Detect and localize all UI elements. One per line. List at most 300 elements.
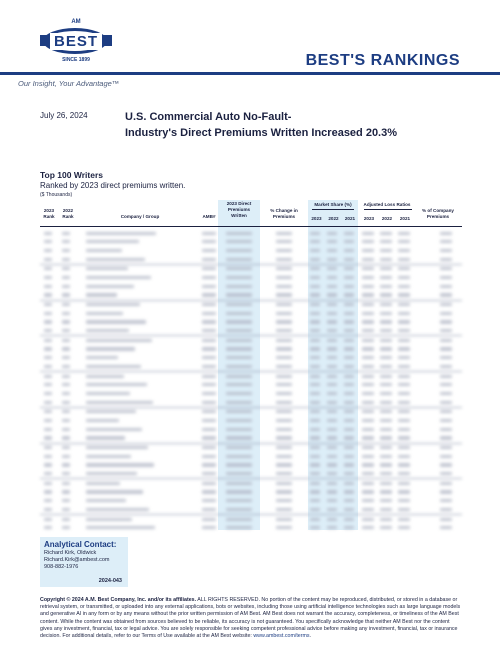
table-cell-placeholder	[62, 232, 70, 235]
table-cell-placeholder	[310, 436, 320, 439]
table-cell-placeholder	[380, 285, 392, 288]
table-cell-placeholder	[327, 267, 337, 270]
table-cell-placeholder	[44, 401, 52, 404]
table-cell-placeholder	[398, 267, 410, 270]
table-cell-placeholder	[310, 490, 320, 493]
table-cell-placeholder	[344, 232, 354, 235]
table-cell-placeholder	[327, 339, 337, 342]
table-cell-placeholder	[327, 276, 337, 279]
table-cell-placeholder	[310, 240, 320, 243]
table-cell-placeholder	[440, 285, 452, 288]
table-row	[40, 372, 462, 381]
table-cell-placeholder	[380, 410, 392, 413]
table-cell-placeholder	[44, 293, 52, 296]
table-cell-placeholder	[398, 518, 410, 521]
table-cell-placeholder	[310, 285, 320, 288]
table-cell-placeholder	[398, 508, 410, 511]
table-cell-placeholder	[44, 490, 52, 493]
table-cell-placeholder	[398, 375, 410, 378]
table-cell-placeholder	[202, 410, 216, 413]
table-cell-placeholder	[86, 508, 149, 511]
table-cell-placeholder	[440, 383, 452, 386]
table-cell-placeholder	[310, 526, 320, 529]
header-amb: AMB#	[202, 214, 216, 219]
table-cell-placeholder	[226, 446, 252, 449]
tagline: Our Insight, Your Advantage™	[18, 79, 120, 88]
market-share-rule	[312, 209, 354, 210]
rankings-table	[40, 200, 462, 530]
table-cell-placeholder	[362, 232, 374, 235]
table-cell-placeholder	[310, 293, 320, 296]
table-cell-placeholder	[276, 329, 292, 332]
table-cell-placeholder	[62, 518, 70, 521]
table-cell-placeholder	[398, 232, 410, 235]
table-cell-placeholder	[327, 329, 337, 332]
table-cell-placeholder	[380, 365, 392, 368]
table-cell-placeholder	[202, 365, 216, 368]
table-cell-placeholder	[86, 428, 142, 431]
table-row	[40, 444, 462, 453]
table-cell-placeholder	[440, 463, 452, 466]
table-cell-placeholder	[344, 285, 354, 288]
table-cell-placeholder	[398, 249, 410, 252]
table-cell-placeholder	[86, 375, 124, 378]
table-cell-placeholder	[362, 455, 374, 458]
header-market-share: Market Share (%)	[314, 202, 352, 207]
table-cell-placeholder	[44, 267, 52, 270]
table-cell-placeholder	[344, 499, 354, 502]
table-cell-placeholder	[398, 293, 410, 296]
table-row	[40, 229, 462, 238]
table-cell-placeholder	[226, 419, 252, 422]
table-cell-placeholder	[86, 329, 129, 332]
table-cell-placeholder	[398, 312, 410, 315]
table-cell-placeholder	[310, 320, 320, 323]
table-cell-placeholder	[62, 375, 70, 378]
header-rank-2022: 2022 Rank	[62, 208, 74, 219]
table-cell-placeholder	[310, 419, 320, 422]
table-cell-placeholder	[362, 293, 374, 296]
table-cell-placeholder	[380, 339, 392, 342]
table-cell-placeholder	[226, 401, 252, 404]
table-cell-placeholder	[398, 258, 410, 261]
table-cell-placeholder	[276, 285, 292, 288]
table-cell-placeholder	[226, 312, 252, 315]
table-cell-placeholder	[327, 482, 337, 485]
table-cell-placeholder	[440, 356, 452, 359]
table-cell-placeholder	[440, 258, 452, 261]
logo-best-text: BEST	[40, 33, 112, 50]
header-bottom-rule	[40, 226, 462, 227]
table-cell-placeholder	[226, 490, 252, 493]
table-row	[40, 345, 462, 354]
table-cell-placeholder	[440, 240, 452, 243]
table-cell-placeholder	[202, 401, 216, 404]
am-best-logo[interactable]	[40, 19, 112, 75]
table-cell-placeholder	[362, 526, 374, 529]
contact-email[interactable]: Richard.Kirk@ambest.com	[44, 557, 110, 563]
table-cell-placeholder	[62, 472, 70, 475]
table-cell-placeholder	[327, 436, 337, 439]
table-cell-placeholder	[44, 463, 52, 466]
copyright-bold: Copyright © 2024 A.M. Best Company, Inc. and/or its affiliates.	[40, 597, 197, 603]
table-cell-placeholder	[380, 258, 392, 261]
table-cell-placeholder	[226, 375, 252, 378]
table-cell-placeholder	[440, 267, 452, 270]
table-cell-placeholder	[44, 392, 52, 395]
table-cell-placeholder	[398, 428, 410, 431]
table-cell-placeholder	[86, 356, 118, 359]
table-cell-placeholder	[380, 232, 392, 235]
table-cell-placeholder	[362, 436, 374, 439]
header-ms-2021: 2021	[344, 216, 356, 221]
table-cell-placeholder	[62, 499, 70, 502]
table-cell-placeholder	[398, 472, 410, 475]
table-cell-placeholder	[62, 410, 70, 413]
table-cell-placeholder	[62, 249, 70, 252]
table-cell-placeholder	[310, 303, 320, 306]
table-cell-placeholder	[202, 249, 216, 252]
table-cell-placeholder	[276, 518, 292, 521]
table-row	[40, 452, 462, 461]
table-cell-placeholder	[362, 383, 374, 386]
table-cell-placeholder	[86, 518, 132, 521]
table-cell-placeholder	[202, 518, 216, 521]
table-cell-placeholder	[226, 410, 252, 413]
table-cell-placeholder	[344, 356, 354, 359]
table-cell-placeholder	[440, 499, 452, 502]
table-cell-placeholder	[362, 240, 374, 243]
table-cell-placeholder	[380, 436, 392, 439]
table-cell-placeholder	[398, 419, 410, 422]
table-cell-placeholder	[62, 455, 70, 458]
table-cell-placeholder	[344, 303, 354, 306]
table-cell-placeholder	[86, 392, 130, 395]
table-cell-placeholder	[380, 518, 392, 521]
table-cell-placeholder	[362, 339, 374, 342]
table-cell-placeholder	[327, 258, 337, 261]
table-cell-placeholder	[440, 293, 452, 296]
table-row	[40, 389, 462, 398]
table-cell-placeholder	[362, 347, 374, 350]
table-cell-placeholder	[226, 463, 252, 466]
table-cell-placeholder	[440, 276, 452, 279]
table-cell-placeholder	[362, 499, 374, 502]
table-cell-placeholder	[202, 472, 216, 475]
terms-link[interactable]: www.ambest.com/terms	[253, 633, 310, 640]
table-cell-placeholder	[398, 482, 410, 485]
table-cell-placeholder	[276, 240, 292, 243]
table-cell-placeholder	[226, 526, 252, 529]
table-cell-placeholder	[380, 240, 392, 243]
table-cell-placeholder	[327, 526, 337, 529]
table-cell-placeholder	[310, 508, 320, 511]
table-cell-placeholder	[202, 258, 216, 261]
table-cell-placeholder	[202, 455, 216, 458]
table-row	[40, 416, 462, 425]
table-cell-placeholder	[226, 267, 252, 270]
table-cell-placeholder	[276, 436, 292, 439]
table-cell-placeholder	[226, 285, 252, 288]
table-cell-placeholder	[44, 303, 52, 306]
table-cell-placeholder	[44, 383, 52, 386]
table-cell-placeholder	[362, 303, 374, 306]
table-cell-placeholder	[226, 329, 252, 332]
table-cell-placeholder	[226, 392, 252, 395]
table-cell-placeholder	[86, 258, 145, 261]
table-cell-placeholder	[362, 312, 374, 315]
table-cell-placeholder	[62, 320, 70, 323]
table-cell-placeholder	[226, 428, 252, 431]
table-cell-placeholder	[362, 472, 374, 475]
table-cell-placeholder	[276, 499, 292, 502]
table-cell-placeholder	[62, 508, 70, 511]
table-cell-placeholder	[276, 276, 292, 279]
table-cell-placeholder	[398, 463, 410, 466]
table-cell-placeholder	[202, 375, 216, 378]
table-row	[40, 470, 462, 480]
table-cell-placeholder	[202, 526, 216, 529]
table-cell-placeholder	[344, 455, 354, 458]
table-row	[40, 336, 462, 345]
headline	[125, 109, 455, 141]
table-cell-placeholder	[202, 232, 216, 235]
table-cell-placeholder	[440, 329, 452, 332]
table-cell-placeholder	[362, 258, 374, 261]
table-cell-placeholder	[310, 375, 320, 378]
table-cell-placeholder	[62, 285, 70, 288]
table-cell-placeholder	[44, 240, 52, 243]
table-cell-placeholder	[276, 356, 292, 359]
table-cell-placeholder	[380, 383, 392, 386]
contact-phone: 908-882-1976	[44, 564, 79, 570]
table-cell-placeholder	[327, 499, 337, 502]
table-cell-placeholder	[86, 490, 143, 493]
table-cell-placeholder	[86, 410, 136, 413]
table-cell-placeholder	[380, 312, 392, 315]
table-cell-placeholder	[310, 410, 320, 413]
table-cell-placeholder	[398, 383, 410, 386]
table-cell-placeholder	[440, 419, 452, 422]
rankings-title: BEST'S RANKINGS	[305, 52, 460, 69]
header-dpw: 2023 Direct Premiums Written	[226, 201, 252, 218]
table-cell-placeholder	[44, 446, 52, 449]
table-cell-placeholder	[86, 303, 140, 306]
table-cell-placeholder	[327, 401, 337, 404]
table-cell-placeholder	[380, 508, 392, 511]
table-subtitle: Ranked by 2023 direct premiums written.	[40, 181, 186, 190]
table-cell-placeholder	[362, 463, 374, 466]
table-cell-placeholder	[44, 339, 52, 342]
table-cell-placeholder	[86, 293, 117, 296]
table-cell-placeholder	[226, 472, 252, 475]
table-cell-placeholder	[380, 320, 392, 323]
header-ms-2022: 2022	[328, 216, 339, 221]
table-cell-placeholder	[202, 463, 216, 466]
header-rule	[0, 72, 500, 75]
header-rank-2023: 2023 Rank	[43, 208, 55, 219]
table-cell-placeholder	[62, 401, 70, 404]
table-cell-placeholder	[327, 312, 337, 315]
table-cell-placeholder	[398, 285, 410, 288]
table-cell-placeholder	[344, 508, 354, 511]
table-cell-placeholder	[276, 365, 292, 368]
table-cell-placeholder	[276, 375, 292, 378]
table-cell-placeholder	[440, 375, 452, 378]
table-cell-placeholder	[380, 472, 392, 475]
table-cell-placeholder	[398, 320, 410, 323]
table-cell-placeholder	[398, 455, 410, 458]
table-cell-placeholder	[86, 232, 156, 235]
table-cell-placeholder	[398, 526, 410, 529]
table-row	[40, 479, 462, 488]
table-units: ($ Thousands)	[40, 192, 73, 198]
table-cell-placeholder	[380, 401, 392, 404]
table-cell-placeholder	[276, 482, 292, 485]
table-row	[40, 434, 462, 444]
table-cell-placeholder	[86, 347, 135, 350]
table-cell-placeholder	[344, 249, 354, 252]
table-cell-placeholder	[380, 375, 392, 378]
table-cell-placeholder	[362, 419, 374, 422]
table-cell-placeholder	[202, 312, 216, 315]
table-row	[40, 362, 462, 372]
table-cell-placeholder	[310, 518, 320, 521]
table-row	[40, 309, 462, 318]
table-cell-placeholder	[310, 401, 320, 404]
table-cell-placeholder	[398, 339, 410, 342]
table-cell-placeholder	[362, 329, 374, 332]
table-cell-placeholder	[440, 526, 452, 529]
table-cell-placeholder	[202, 303, 216, 306]
table-cell-placeholder	[398, 276, 410, 279]
table-cell-placeholder	[62, 365, 70, 368]
table-row	[40, 301, 462, 310]
table-cell-placeholder	[310, 392, 320, 395]
table-cell-placeholder	[202, 490, 216, 493]
table-cell-placeholder	[362, 285, 374, 288]
table-cell-placeholder	[327, 365, 337, 368]
table-cell-placeholder	[202, 267, 216, 270]
table-cell-placeholder	[62, 293, 70, 296]
table-cell-placeholder	[226, 293, 252, 296]
table-cell-placeholder	[440, 472, 452, 475]
table-cell-placeholder	[276, 339, 292, 342]
table-cell-placeholder	[310, 276, 320, 279]
table-cell-placeholder	[44, 518, 52, 521]
logo-since-text: SINCE 1899	[62, 57, 90, 63]
table-cell-placeholder	[86, 482, 120, 485]
table-cell-placeholder	[440, 401, 452, 404]
table-cell-placeholder	[327, 303, 337, 306]
table-cell-placeholder	[226, 276, 252, 279]
table-cell-placeholder	[310, 258, 320, 261]
table-cell-placeholder	[380, 463, 392, 466]
table-cell-placeholder	[202, 419, 216, 422]
table-cell-placeholder	[380, 356, 392, 359]
header-pct-company: % of Company Premiums	[422, 208, 454, 219]
table-cell-placeholder	[380, 455, 392, 458]
table-cell-placeholder	[398, 401, 410, 404]
table-cell-placeholder	[327, 419, 337, 422]
table-cell-placeholder	[276, 401, 292, 404]
table-cell-placeholder	[310, 347, 320, 350]
copyright-end: .	[309, 633, 312, 640]
table-cell-placeholder	[344, 320, 354, 323]
table-cell-placeholder	[344, 312, 354, 315]
table-cell-placeholder	[440, 436, 452, 439]
table-cell-placeholder	[398, 356, 410, 359]
table-cell-placeholder	[362, 320, 374, 323]
table-row	[40, 515, 462, 524]
table-cell-placeholder	[380, 419, 392, 422]
table-cell-placeholder	[398, 446, 410, 449]
table-cell-placeholder	[310, 356, 320, 359]
table-cell-placeholder	[276, 258, 292, 261]
table-cell-placeholder	[398, 347, 410, 350]
release-code: 2024-043	[98, 578, 122, 584]
table-cell-placeholder	[276, 419, 292, 422]
table-cell-placeholder	[202, 320, 216, 323]
table-cell-placeholder	[62, 526, 70, 529]
table-cell-placeholder	[86, 499, 126, 502]
table-cell-placeholder	[344, 410, 354, 413]
table-cell-placeholder	[398, 410, 410, 413]
table-cell-placeholder	[226, 508, 252, 511]
table-cell-placeholder	[327, 285, 337, 288]
table-cell-placeholder	[344, 383, 354, 386]
table-row	[40, 505, 462, 515]
table-cell-placeholder	[226, 232, 252, 235]
table-cell-placeholder	[86, 240, 139, 243]
table-cell-placeholder	[86, 472, 137, 475]
table-cell-placeholder	[202, 276, 216, 279]
table-cell-placeholder	[276, 267, 292, 270]
table-cell-placeholder	[362, 482, 374, 485]
table-cell-placeholder	[440, 490, 452, 493]
table-cell-placeholder	[344, 518, 354, 521]
table-cell-placeholder	[380, 482, 392, 485]
table-row	[40, 354, 462, 363]
table-cell-placeholder	[310, 428, 320, 431]
table-cell-placeholder	[344, 428, 354, 431]
table-cell-placeholder	[344, 339, 354, 342]
table-cell-placeholder	[380, 428, 392, 431]
table-cell-placeholder	[226, 518, 252, 521]
table-cell-placeholder	[310, 482, 320, 485]
table-row	[40, 488, 462, 497]
table-cell-placeholder	[44, 258, 52, 261]
table-cell-placeholder	[362, 446, 374, 449]
table-cell-placeholder	[86, 446, 148, 449]
table-cell-placeholder	[44, 356, 52, 359]
table-cell-placeholder	[398, 303, 410, 306]
header-pct-change: % Change in Premiums	[270, 208, 298, 219]
table-cell-placeholder	[362, 410, 374, 413]
table-cell-placeholder	[62, 303, 70, 306]
table-cell-placeholder	[62, 428, 70, 431]
table-cell-placeholder	[310, 499, 320, 502]
table-cell-placeholder	[86, 249, 122, 252]
table-cell-placeholder	[380, 526, 392, 529]
table-cell-placeholder	[226, 240, 252, 243]
table-cell-placeholder	[327, 375, 337, 378]
table-cell-placeholder	[202, 446, 216, 449]
table-cell-placeholder	[440, 482, 452, 485]
table-cell-placeholder	[44, 312, 52, 315]
table-cell-placeholder	[276, 293, 292, 296]
table-cell-placeholder	[202, 499, 216, 502]
